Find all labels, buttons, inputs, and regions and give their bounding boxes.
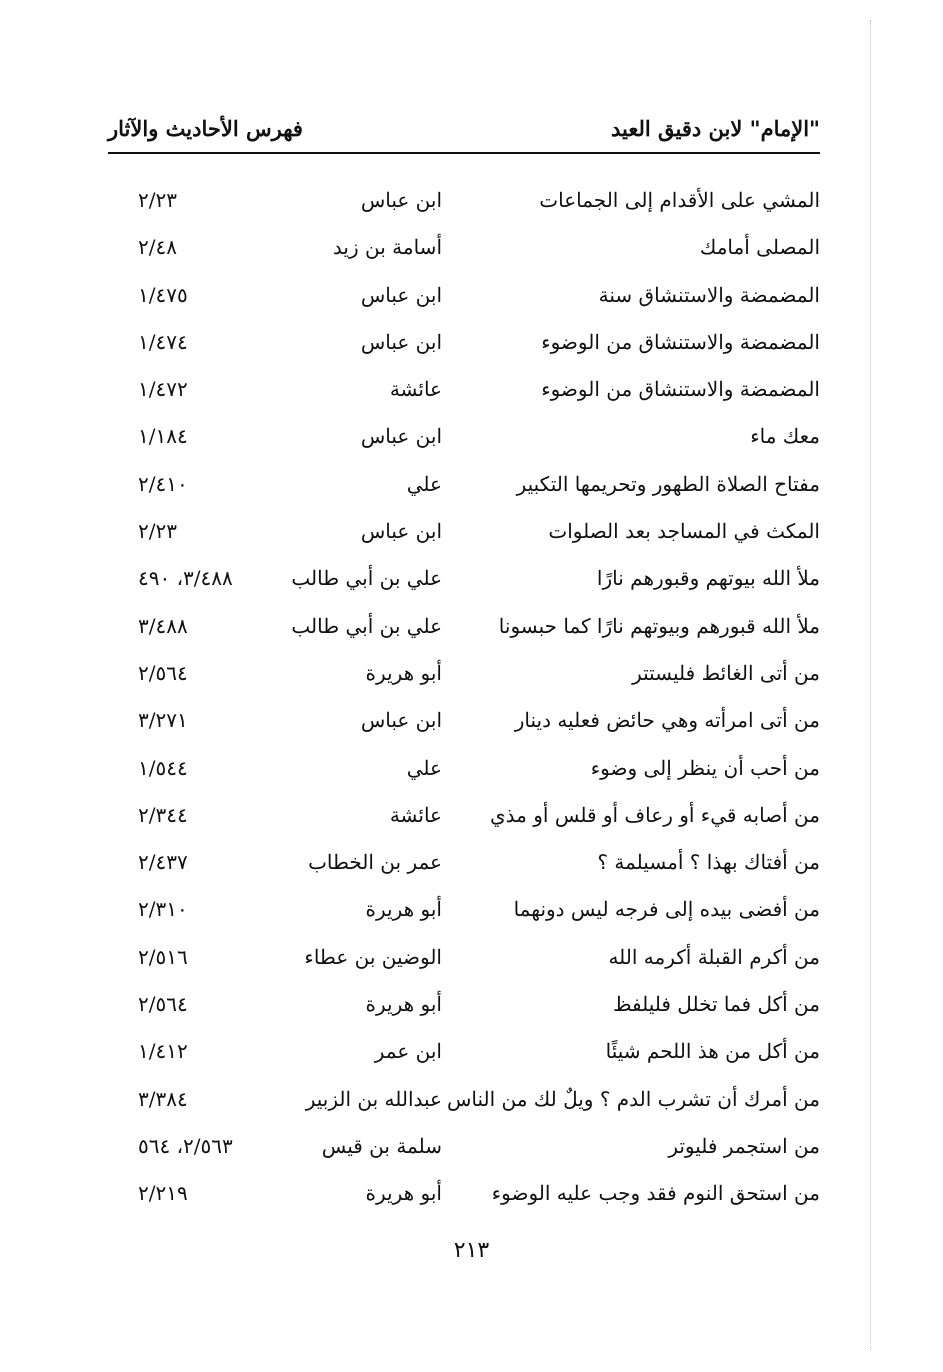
narrator: أبو هريرة bbox=[365, 897, 442, 922]
narrator: عبدالله بن الزبير bbox=[305, 1086, 442, 1111]
volume-page-ref: ٢/٥٦٤ bbox=[138, 660, 188, 685]
hadith-text: من أفتاك بهذا ؟ أمسيلمة ؟ bbox=[597, 850, 820, 875]
hadith-text: معك ماء bbox=[750, 424, 820, 449]
volume-page-ref: ٣/٤٨٨، ٤٩٠ bbox=[138, 566, 233, 591]
index-row bbox=[108, 369, 820, 416]
index-row bbox=[108, 558, 820, 605]
narrator: ابن عباس bbox=[360, 708, 442, 733]
narrator: عائشة bbox=[389, 802, 442, 827]
narrator: ابن عباس bbox=[360, 424, 442, 449]
index-row bbox=[108, 416, 820, 463]
volume-page-ref: ٢/٤٨ bbox=[138, 235, 177, 260]
narrator: أبو هريرة bbox=[365, 1181, 442, 1206]
index-row bbox=[108, 795, 820, 842]
index-row bbox=[108, 653, 820, 700]
volume-page-ref: ٢/٢١٩ bbox=[138, 1181, 188, 1206]
hadith-text: من أفضى بيده إلى فرجه ليس دونهما bbox=[513, 897, 820, 922]
hadith-text: من أمرك أن تشرب الدم ؟ ويلٌ لك من الناس bbox=[446, 1086, 820, 1111]
index-table bbox=[108, 180, 820, 1221]
hadith-text: المصلى أمامك bbox=[699, 235, 820, 260]
volume-page-ref: ٣/٢٧١ bbox=[138, 708, 188, 733]
narrator: أبو هريرة bbox=[365, 660, 442, 685]
volume-page-ref: ١/٤٧٢ bbox=[138, 377, 188, 402]
volume-page-ref: ٣/٣٨٤ bbox=[138, 1086, 188, 1111]
hadith-text: من أكل من هذ اللحم شيئًا bbox=[605, 1039, 820, 1064]
hadith-text: من أحب أن ينظر إلى وضوء bbox=[590, 755, 820, 780]
narrator: علي بن أبي طالب bbox=[291, 566, 442, 591]
index-row bbox=[108, 464, 820, 511]
index-row bbox=[108, 1079, 820, 1126]
narrator: الوضين بن عطاء bbox=[304, 944, 442, 969]
index-row bbox=[108, 984, 820, 1031]
hadith-text: المضمضة والاستنشاق من الوضوء bbox=[541, 377, 820, 402]
hadith-text: ملأ الله قبورهم وبيوتهم نارًا كما حبسونا bbox=[498, 613, 820, 638]
narrator: عمر بن الخطاب bbox=[308, 850, 442, 875]
narrator: ابن عباس bbox=[360, 282, 442, 307]
book-title: "الإمام" لابن دقيق العيد bbox=[610, 116, 820, 141]
index-row bbox=[108, 700, 820, 747]
volume-page-ref: ٢/٤٣٧ bbox=[138, 850, 188, 875]
narrator: علي bbox=[406, 471, 442, 496]
narrator: ابن عباس bbox=[360, 188, 442, 212]
narrator: علي bbox=[406, 755, 442, 780]
index-row bbox=[108, 227, 820, 274]
hadith-text: من أصابه قيء أو رعاف أو قلس أو مذي bbox=[490, 802, 820, 827]
volume-page-ref: ٢/٢٣ bbox=[138, 188, 177, 212]
volume-page-ref: ٢/٥٦٣، ٥٦٤ bbox=[138, 1133, 233, 1158]
volume-page-ref: ١/٤٧٥ bbox=[138, 282, 188, 307]
volume-page-ref: ٢/٥١٦ bbox=[138, 944, 188, 969]
volume-page-ref: ٢/٣٤٤ bbox=[138, 802, 188, 827]
hadith-text: من أكل فما تخلل فليلفظ bbox=[613, 992, 820, 1017]
narrator: علي بن أبي طالب bbox=[291, 613, 442, 638]
volume-page-ref: ٢/٣١٠ bbox=[138, 897, 188, 922]
hadith-text: المضمضة والاستنشاق سنة bbox=[598, 282, 820, 307]
volume-page-ref: ١/٤٧٤ bbox=[138, 329, 188, 354]
volume-page-ref: ١/١٨٤ bbox=[138, 424, 188, 449]
section-title: فهرس الأحاديث والآثار bbox=[108, 116, 303, 141]
hadith-text: ملأ الله بيوتهم وقبورهم نارًا bbox=[596, 566, 820, 591]
index-row bbox=[108, 275, 820, 322]
index-row bbox=[108, 842, 820, 889]
volume-page-ref: ٢/٤١٠ bbox=[138, 471, 188, 496]
index-row bbox=[108, 180, 820, 227]
narrator: عائشة bbox=[389, 377, 442, 402]
volume-page-ref: ٢/٢٣ bbox=[138, 519, 177, 544]
narrator: ابن عباس bbox=[360, 519, 442, 544]
hadith-text: مفتاح الصلاة الطهور وتحريمها التكبير bbox=[516, 471, 820, 496]
hadith-text: من استجمر فليوتر bbox=[668, 1133, 820, 1158]
running-header bbox=[108, 112, 820, 154]
margin-dotted-line bbox=[870, 20, 871, 1350]
hadith-text: من أكرم القبلة أكرمه الله bbox=[608, 944, 820, 969]
page-number: ٢١٣ bbox=[453, 1238, 490, 1263]
index-row bbox=[108, 937, 820, 984]
hadith-text: من استحق النوم فقد وجب عليه الوضوء bbox=[491, 1181, 820, 1206]
volume-page-ref: ٢/٥٦٤ bbox=[138, 992, 188, 1017]
hadith-text: المكث في المساجد بعد الصلوات bbox=[548, 519, 820, 544]
narrator: أبو هريرة bbox=[365, 992, 442, 1017]
index-row bbox=[108, 748, 820, 795]
volume-page-ref: ١/٥٤٤ bbox=[138, 755, 188, 780]
narrator: أسامة بن زيد bbox=[332, 235, 442, 260]
index-row bbox=[108, 606, 820, 653]
volume-page-ref: ٣/٤٨٨ bbox=[138, 613, 188, 638]
hadith-text: من أتى الغائط فليستتر bbox=[632, 660, 820, 685]
narrator: سلمة بن قيس bbox=[321, 1133, 442, 1158]
hadith-text: المضمضة والاستنشاق من الوضوء bbox=[541, 329, 820, 354]
hadith-text: من أتى امرأته وهي حائض فعليه دينار bbox=[514, 708, 820, 733]
index-row bbox=[108, 511, 820, 558]
index-row bbox=[108, 1031, 820, 1078]
volume-page-ref: ١/٤١٢ bbox=[138, 1039, 188, 1064]
narrator: ابن عباس bbox=[360, 329, 442, 354]
narrator: ابن عمر bbox=[374, 1039, 442, 1064]
index-row bbox=[108, 1126, 820, 1173]
index-row bbox=[108, 889, 820, 936]
hadith-text: المشي على الأقدام إلى الجماعات bbox=[539, 188, 820, 212]
index-row bbox=[108, 322, 820, 369]
index-row bbox=[108, 1173, 820, 1220]
